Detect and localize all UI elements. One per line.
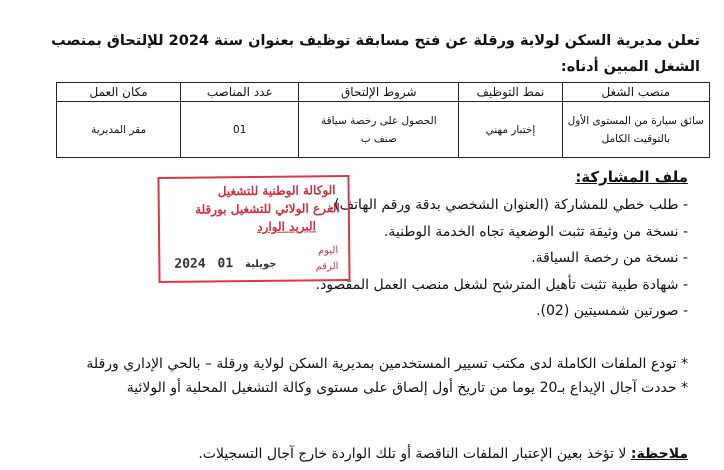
stamp-day-label: اليوم xyxy=(317,245,339,257)
stamp-line-2: الفرع الولائي للتشغيل بورقلة xyxy=(195,201,340,217)
positions-table xyxy=(56,82,710,158)
job-line-2: بالتوقيت الكامل xyxy=(601,132,671,145)
cond-line-2: صنف ب xyxy=(360,132,397,145)
stamp-line-3: البريد الوارد xyxy=(257,219,317,234)
intro-paragraph: تعلن مديرية السكن لولاية ورقلة عن فتح مسابقة توظيف بعنوان سنة 2024 للإلتحاق بمنصب الشغل المبين أدناه: xyxy=(51,33,700,75)
list-item: - طلب خطي للمشاركة (العنوان الشخصي بدقة ورقم الهاتف). xyxy=(329,197,688,213)
table-row xyxy=(57,102,710,158)
remark-text: لا تؤخذ بعين الإعتبار الملفات الناقصة أو تلك الواردة خارج آجال التسجيلات. xyxy=(198,446,631,462)
notes-list xyxy=(8,352,688,400)
stamp-date-year: 2024 xyxy=(174,256,206,272)
cell-mode: إختبار مهني xyxy=(459,102,562,158)
cell-count: 01 xyxy=(181,102,299,158)
header-mode: نمط التوظيف xyxy=(459,83,562,102)
cell-place: مقر المديرية xyxy=(57,102,181,158)
header-place: مكان العمل xyxy=(57,83,181,102)
header-conditions: شروط الإلتحاق xyxy=(299,83,459,102)
note-item: * حددت آجال الإيداع بـ20 يوما من تاريخ أول إلصاق على مستوى وكالة التشغيل المحلية أو الولائية xyxy=(126,380,688,396)
list-item: - شهادة طبية تثبت تأهيل المترشح لشغل منصب العمل المقصود. xyxy=(315,276,688,293)
header-count: عدد المناصب xyxy=(181,83,299,102)
list-item: - نسخة من رخصة السياقة. xyxy=(531,250,688,266)
cond-line-1: الحصول على رخصة سياقة xyxy=(320,114,437,127)
table-header-row xyxy=(57,83,710,102)
cell-conditions xyxy=(299,102,459,158)
received-stamp xyxy=(157,175,350,283)
remark xyxy=(198,446,688,462)
list-item: - نسخة من وثيقة تثبت الوضعية تجاه الخدمة الوطنية. xyxy=(383,223,688,240)
remark-label: ملاحظة: xyxy=(630,446,688,462)
header-job: منصب الشغل xyxy=(562,83,709,102)
stamp-line-1: الوكالة الوطنية للتشغيل xyxy=(217,183,336,199)
stamp-date-day: 01 xyxy=(217,256,234,272)
cell-job xyxy=(562,102,709,158)
list-item: - صورتين شمسيتين (02). xyxy=(536,303,688,319)
note-item: * تودع الملفات الكاملة لدى مكتب تسيير المستخدمين بمديرية السكن لولاية ورقلة – بالحي الإداري ورقلة xyxy=(86,356,688,372)
stamp-number-label: الرقم xyxy=(315,261,339,273)
dossier-title: ملف المشاركة: xyxy=(575,168,688,186)
job-line-1: سائق سيارة من المستوى الأول xyxy=(567,114,704,127)
stamp-date xyxy=(174,256,280,272)
stamp-date-month: جويلية xyxy=(244,258,277,271)
